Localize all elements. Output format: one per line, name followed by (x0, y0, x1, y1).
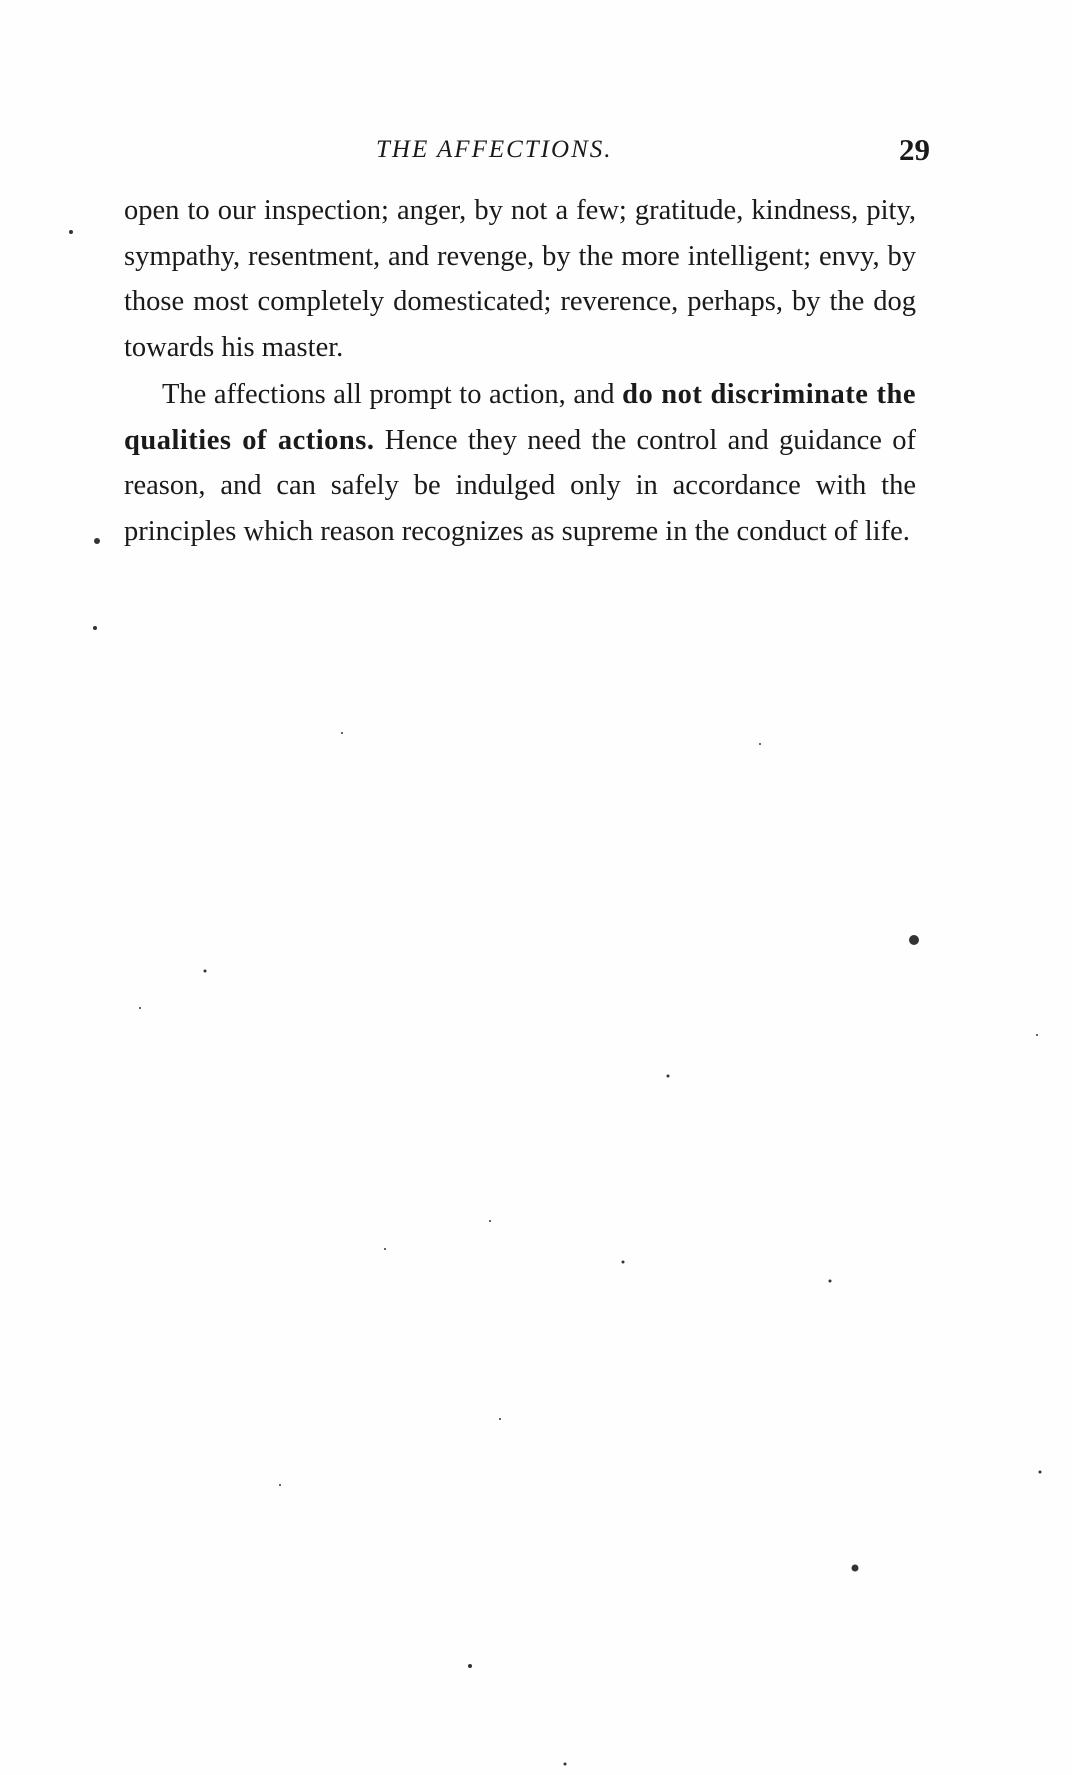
page-number: 29 (899, 132, 930, 167)
running-title: THE AFFECTIONS. (376, 136, 613, 163)
paragraph-1: open to our inspection; anger, by not a few; gratitude, kindness, pity, sympathy, resentment, and revenge, by the more intelligent; envy, by those most completely domesticated; reverence, perhaps, by the dog towards his master. (124, 195, 916, 363)
paragraph-2-bold: do not discriminate the qualities of actions. (124, 379, 916, 456)
paragraph-2-rest: Hence they need the control and guidance of reason, and can safely be indulged only in accordance with the principles which reason recognizes as supreme in the conduct of life. (124, 424, 916, 547)
paragraph-2-lead: The affections all prompt to action, and (162, 379, 623, 410)
